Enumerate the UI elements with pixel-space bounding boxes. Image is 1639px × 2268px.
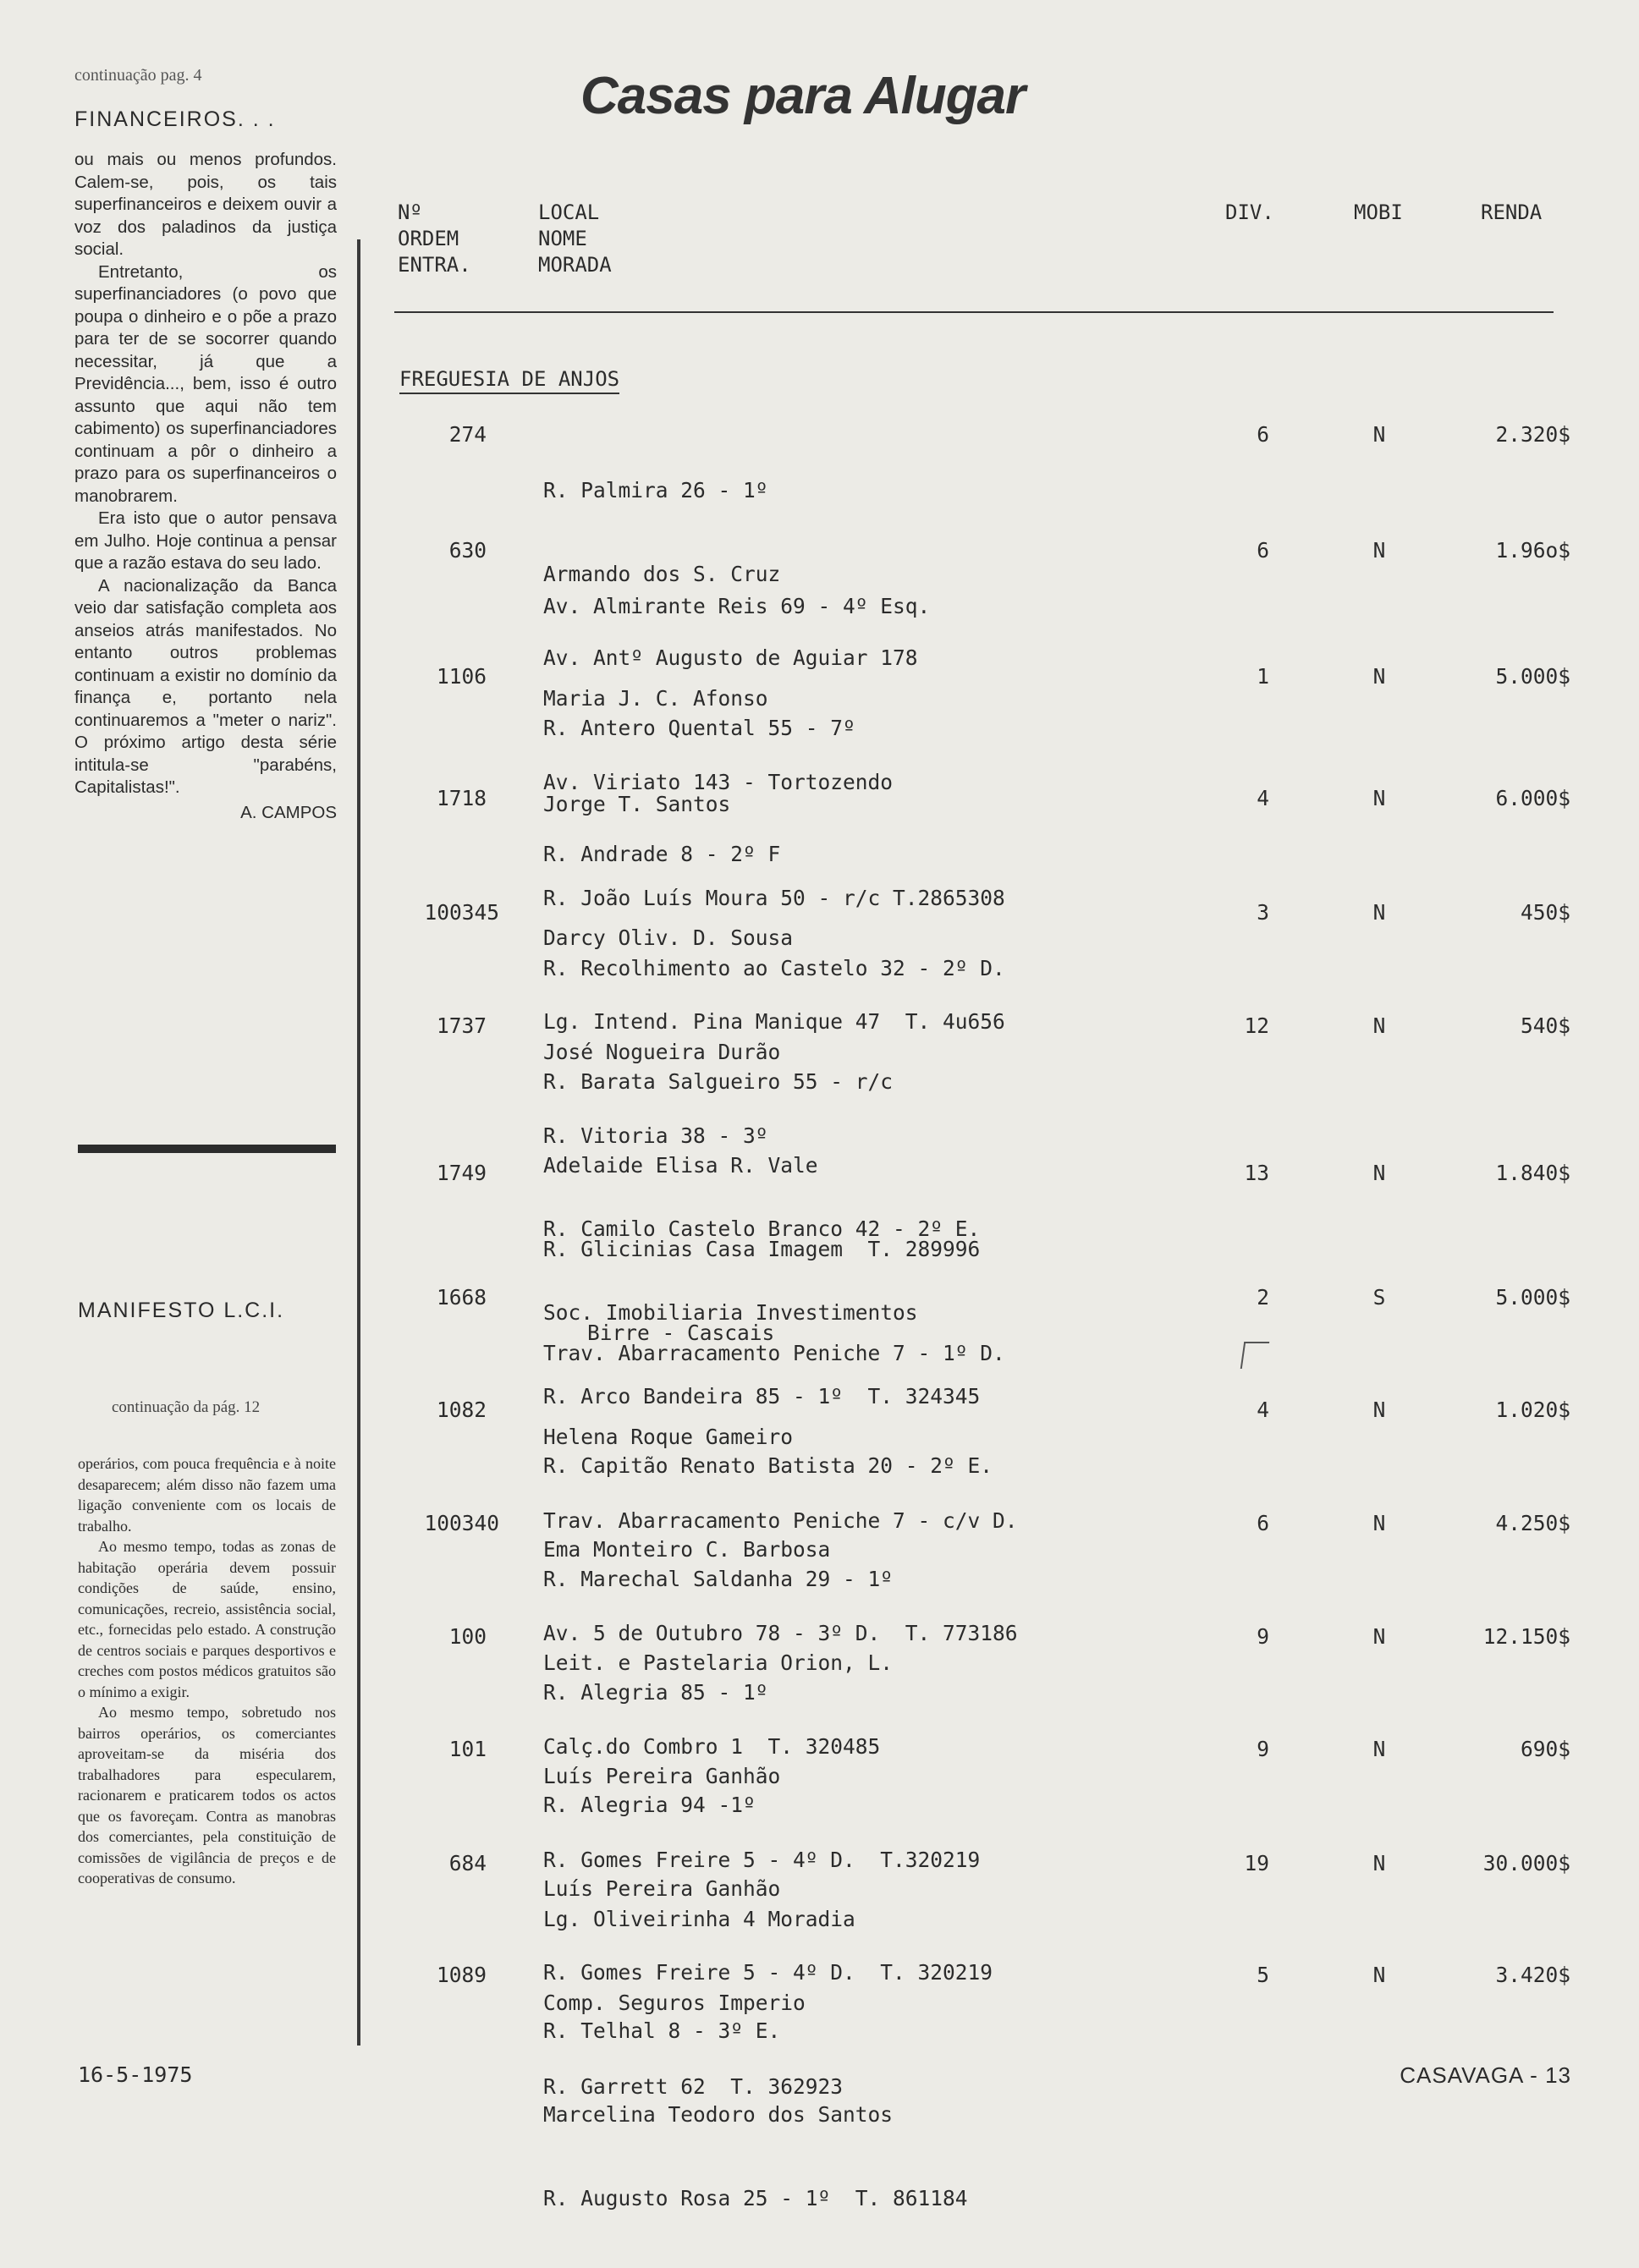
listing-ordem: 1718	[436, 786, 487, 810]
footer-date: 16-5-1975	[78, 2062, 193, 2087]
listing-line: R. Arco Bandeira 85 - 1º T. 324345	[543, 1384, 981, 1409]
column-header-local: LOCAL NOME MORADA	[538, 200, 612, 277]
listing-mobi: N	[1372, 422, 1386, 447]
listing-renda: 690$	[1520, 1737, 1570, 1761]
paragraph: Ao mesmo tempo, sobretudo nos bairros operários, os comerciantes aproveitam-se da miséria dos trabalhadores para especularem, racionarem e praticarem todos os actos que os favoreçam. Contra as manobras dos comerciantes, pela constituição de comissões de vigilância de preços e de cooperativas de consumo.	[78, 1704, 336, 1886]
listing-line: Calç.do Combro 1 T. 320485	[543, 1734, 881, 1759]
listing-renda: 12.150$	[1482, 1624, 1570, 1649]
paragraph: Ao mesmo tempo, todas as zonas de habitação operária devem possuir condições de saúde, ensino, comunicações, recreio, assistência social, etc., fornecidas pelo estado. A construção de centros sociais e parques desportivos e creches com postos médicos gratuitos são o mínimo a exigir.	[78, 1538, 336, 1700]
listing-renda: 4.250$	[1495, 1511, 1570, 1535]
listing-renda: 2.320$	[1495, 422, 1570, 447]
listing-line: Av. Almirante Reis 69 - 4º Esq.	[543, 594, 931, 618]
listing-mobi: N	[1372, 1161, 1386, 1185]
listing-renda: 5.000$	[1495, 1285, 1570, 1310]
section-title-manifesto: MANIFESTO L.C.I.	[78, 1299, 285, 1322]
paragraph: ou mais ou menos profundos. Calem-se, pois, os tais superfinanceiros e deixem ouvir a voz dos paladinos da justiça social.	[74, 150, 337, 259]
listing-address	[543, 1961, 968, 2268]
freguesia-heading: FREGUESIA DE ANJOS	[399, 367, 619, 394]
listing-line: R. Alegria 94 -1º	[543, 1793, 756, 1817]
continuation-note-top: continuação pag. 4	[74, 66, 202, 85]
listing-line: R. Antero Quental 55 - 7º	[543, 716, 855, 740]
listing-ordem: 1082	[436, 1398, 487, 1422]
listing-div: 13	[1244, 1161, 1269, 1185]
listing-line: Luís Pereira Ganhão	[543, 1876, 781, 1901]
listing-mobi: N	[1372, 1398, 1386, 1422]
listing-ordem: 1668	[436, 1285, 487, 1310]
listing-line: Av. Viriato 143 - Tortozendo	[543, 770, 894, 794]
header-rule	[394, 311, 1554, 313]
listing-div: 12	[1244, 1013, 1269, 1038]
listing-ordem: 100340	[424, 1511, 499, 1535]
listing-line: R. Telhal 8 - 3º E.	[543, 2018, 781, 2043]
listing-mobi: N	[1372, 900, 1386, 925]
listing-line: R. Augusto Rosa 25 - 1º T. 861184	[543, 2186, 968, 2210]
listing-line: Helena Roque Gameiro	[543, 1425, 794, 1449]
listing-renda: 1.020$	[1495, 1398, 1570, 1422]
listing-line: R. Capitão Renato Batista 20 - 2º E.	[543, 1453, 993, 1478]
listing-ordem: 100345	[424, 900, 499, 925]
listing-renda: 30.000$	[1482, 1851, 1570, 1875]
listing-ordem: 630	[448, 538, 487, 563]
listing-renda: 5.000$	[1495, 664, 1570, 689]
paragraph: A nacionalização da Banca veio dar satisfação completa aos anseios atrás manifestados. No entanto outros problemas continuam a existir no domínio da finança e, portanto nela continuaremos a "meter o nariz". O próximo artigo desta série intitula-se "parabéns, Capitalistas!".	[74, 575, 337, 797]
listing-ordem: 1089	[436, 1963, 487, 1987]
listing-ordem: 1106	[436, 664, 487, 689]
column-header-mobi: MOBI	[1354, 200, 1403, 224]
listing-div: 5	[1257, 1963, 1269, 1987]
listing-line: Lg. Oliveirinha 4 Moradia	[543, 1907, 855, 1931]
column-header-renda: RENDA	[1481, 200, 1543, 224]
listing-mobi: N	[1372, 538, 1386, 563]
listing-line: Maria J. C. Afonso	[543, 686, 768, 711]
listing-ordem: 100	[448, 1624, 487, 1649]
section-divider	[78, 1145, 336, 1153]
listing-line: R. Gomes Freire 5 - 4º D. T. 320219	[543, 1960, 993, 1985]
listing-line: R. Glicinias Casa Imagem T. 289996	[543, 1237, 981, 1261]
listing-line: Comp. Seguros Imperio	[543, 1991, 806, 2015]
pencil-mark	[1240, 1342, 1269, 1369]
listing-mobi: N	[1372, 1013, 1386, 1038]
listing-mobi: N	[1372, 1511, 1386, 1535]
paragraph: Era isto que o autor pensava em Julho. Hoje continua a pensar que a razão estava do seu lado.	[74, 508, 337, 573]
listing-ordem: 274	[448, 422, 487, 447]
listing-line: Av. 5 de Outubro 78 - 3º D. T. 773186	[543, 1621, 1018, 1645]
listing-div: 4	[1257, 786, 1269, 810]
listing-renda: 1.96o$	[1495, 538, 1570, 563]
listing-mobi: N	[1372, 1963, 1386, 1987]
listing-renda: 450$	[1520, 900, 1570, 925]
listing-line: Darcy Oliv. D. Sousa	[543, 925, 794, 950]
footer-page-number: CASAVAGA - 13	[1400, 2062, 1571, 2088]
listing-line: Luís Pereira Ganhão	[543, 1764, 781, 1788]
listing-line: Ema Monteiro C. Barbosa	[543, 1537, 831, 1562]
listing-div: 1	[1257, 664, 1269, 689]
listing-ordem: 684	[448, 1851, 487, 1875]
listing-ordem: 1749	[436, 1161, 487, 1185]
listing-line: R. João Luís Moura 50 - r/c T.2865308	[543, 886, 1005, 910]
column-header-div: DIV.	[1225, 200, 1274, 224]
listing-ordem: 101	[448, 1737, 487, 1761]
listing-line: R. Marechal Saldanha 29 - 1º	[543, 1567, 894, 1591]
listing-div: 3	[1257, 900, 1269, 925]
listing-line: Trav. Abarracamento Peniche 7 - 1º D.	[543, 1341, 1005, 1365]
section-title-financeiros: FINANCEIROS. . .	[74, 107, 276, 131]
continuation-note-bottom: continuação da pág. 12	[112, 1398, 261, 1416]
listing-line: Armando dos S. Cruz	[543, 562, 781, 586]
listing-line: José Nogueira Durão	[543, 1040, 781, 1064]
listing-line: R. Camilo Castelo Branco 42 - 2º E.	[543, 1216, 981, 1241]
listing-div: 6	[1257, 422, 1269, 447]
listing-line: Adelaide Elisa R. Vale	[543, 1153, 818, 1178]
listing-renda: 6.000$	[1495, 786, 1570, 810]
listing-renda: 1.840$	[1495, 1161, 1570, 1185]
listing-line: R. Andrade 8 - 2º F	[543, 842, 781, 866]
listing-mobi: N	[1372, 1737, 1386, 1761]
listing-div: 9	[1257, 1737, 1269, 1761]
listing-line: R. Alegria 85 - 1º	[543, 1680, 768, 1705]
listing-div: 4	[1257, 1398, 1269, 1422]
listing-renda: 3.420$	[1495, 1963, 1570, 1987]
listing-line: R. Recolhimento ao Castelo 32 - 2º D.	[543, 956, 1005, 980]
listing-line: R. Vitoria 38 - 3º	[543, 1123, 768, 1148]
listing-line: R. Gomes Freire 5 - 4º D. T.320219	[543, 1848, 981, 1872]
listing-line: R. Garrett 62 T. 362923	[543, 2074, 844, 2099]
listing-line: Lg. Intend. Pina Manique 47 T. 4u656	[543, 1009, 1005, 1034]
listing-line: Trav. Abarracamento Peniche 7 - c/v D.	[543, 1508, 1018, 1533]
author-signature: A. CAMPOS	[240, 802, 337, 822]
paragraph: Entretanto, os superfinanciadores (o povo que poupa o dinheiro e o põe a prazo para ter de se socorrer quando necessitar, já que a Previdência..., bem, isso é outro assunto que aqui não tem cabimento) os superfinanciadores continuam a pôr o dinheiro a prazo para os superfinanceiros o manobrarem.	[74, 261, 337, 506]
listing-line: Marcelina Teodoro dos Santos	[543, 2102, 894, 2127]
listing-mobi: N	[1372, 1851, 1386, 1875]
listing-line: Soc. Imobiliaria Investimentos	[543, 1300, 918, 1325]
listing-ordem: 1737	[436, 1013, 487, 1038]
listing-div: 6	[1257, 1511, 1269, 1535]
listing-line: Av. Antº Augusto de Aguiar 178	[543, 645, 918, 670]
listing-div: 19	[1244, 1851, 1269, 1875]
column-header-ordem: Nº ORDEM ENTRA.	[398, 200, 471, 277]
paragraph: operários, com pouca frequência e à noite desaparecem; além disso não fazem uma ligação conveniente com os locais de trabalho.	[78, 1455, 336, 1535]
listing-line: R. Barata Salgueiro 55 - r/c	[543, 1069, 894, 1094]
listing-mobi: N	[1372, 1624, 1386, 1649]
listing-div: 2	[1257, 1285, 1269, 1310]
listing-div: 9	[1257, 1624, 1269, 1649]
listing-line: Jorge T. Santos	[543, 792, 731, 816]
listing-mobi: S	[1372, 1285, 1386, 1310]
listing-mobi: N	[1372, 664, 1386, 689]
listing-div: 6	[1257, 538, 1269, 563]
page-title: Casas para Alugar	[580, 67, 1026, 125]
listing-line: Birre - Cascais	[587, 1321, 775, 1345]
listing-renda: 540$	[1520, 1013, 1570, 1038]
listing-line: Leit. e Pastelaria Orion, L.	[543, 1650, 894, 1675]
listing-mobi: N	[1372, 786, 1386, 810]
listing-line: R. Palmira 26 - 1º	[543, 478, 768, 502]
